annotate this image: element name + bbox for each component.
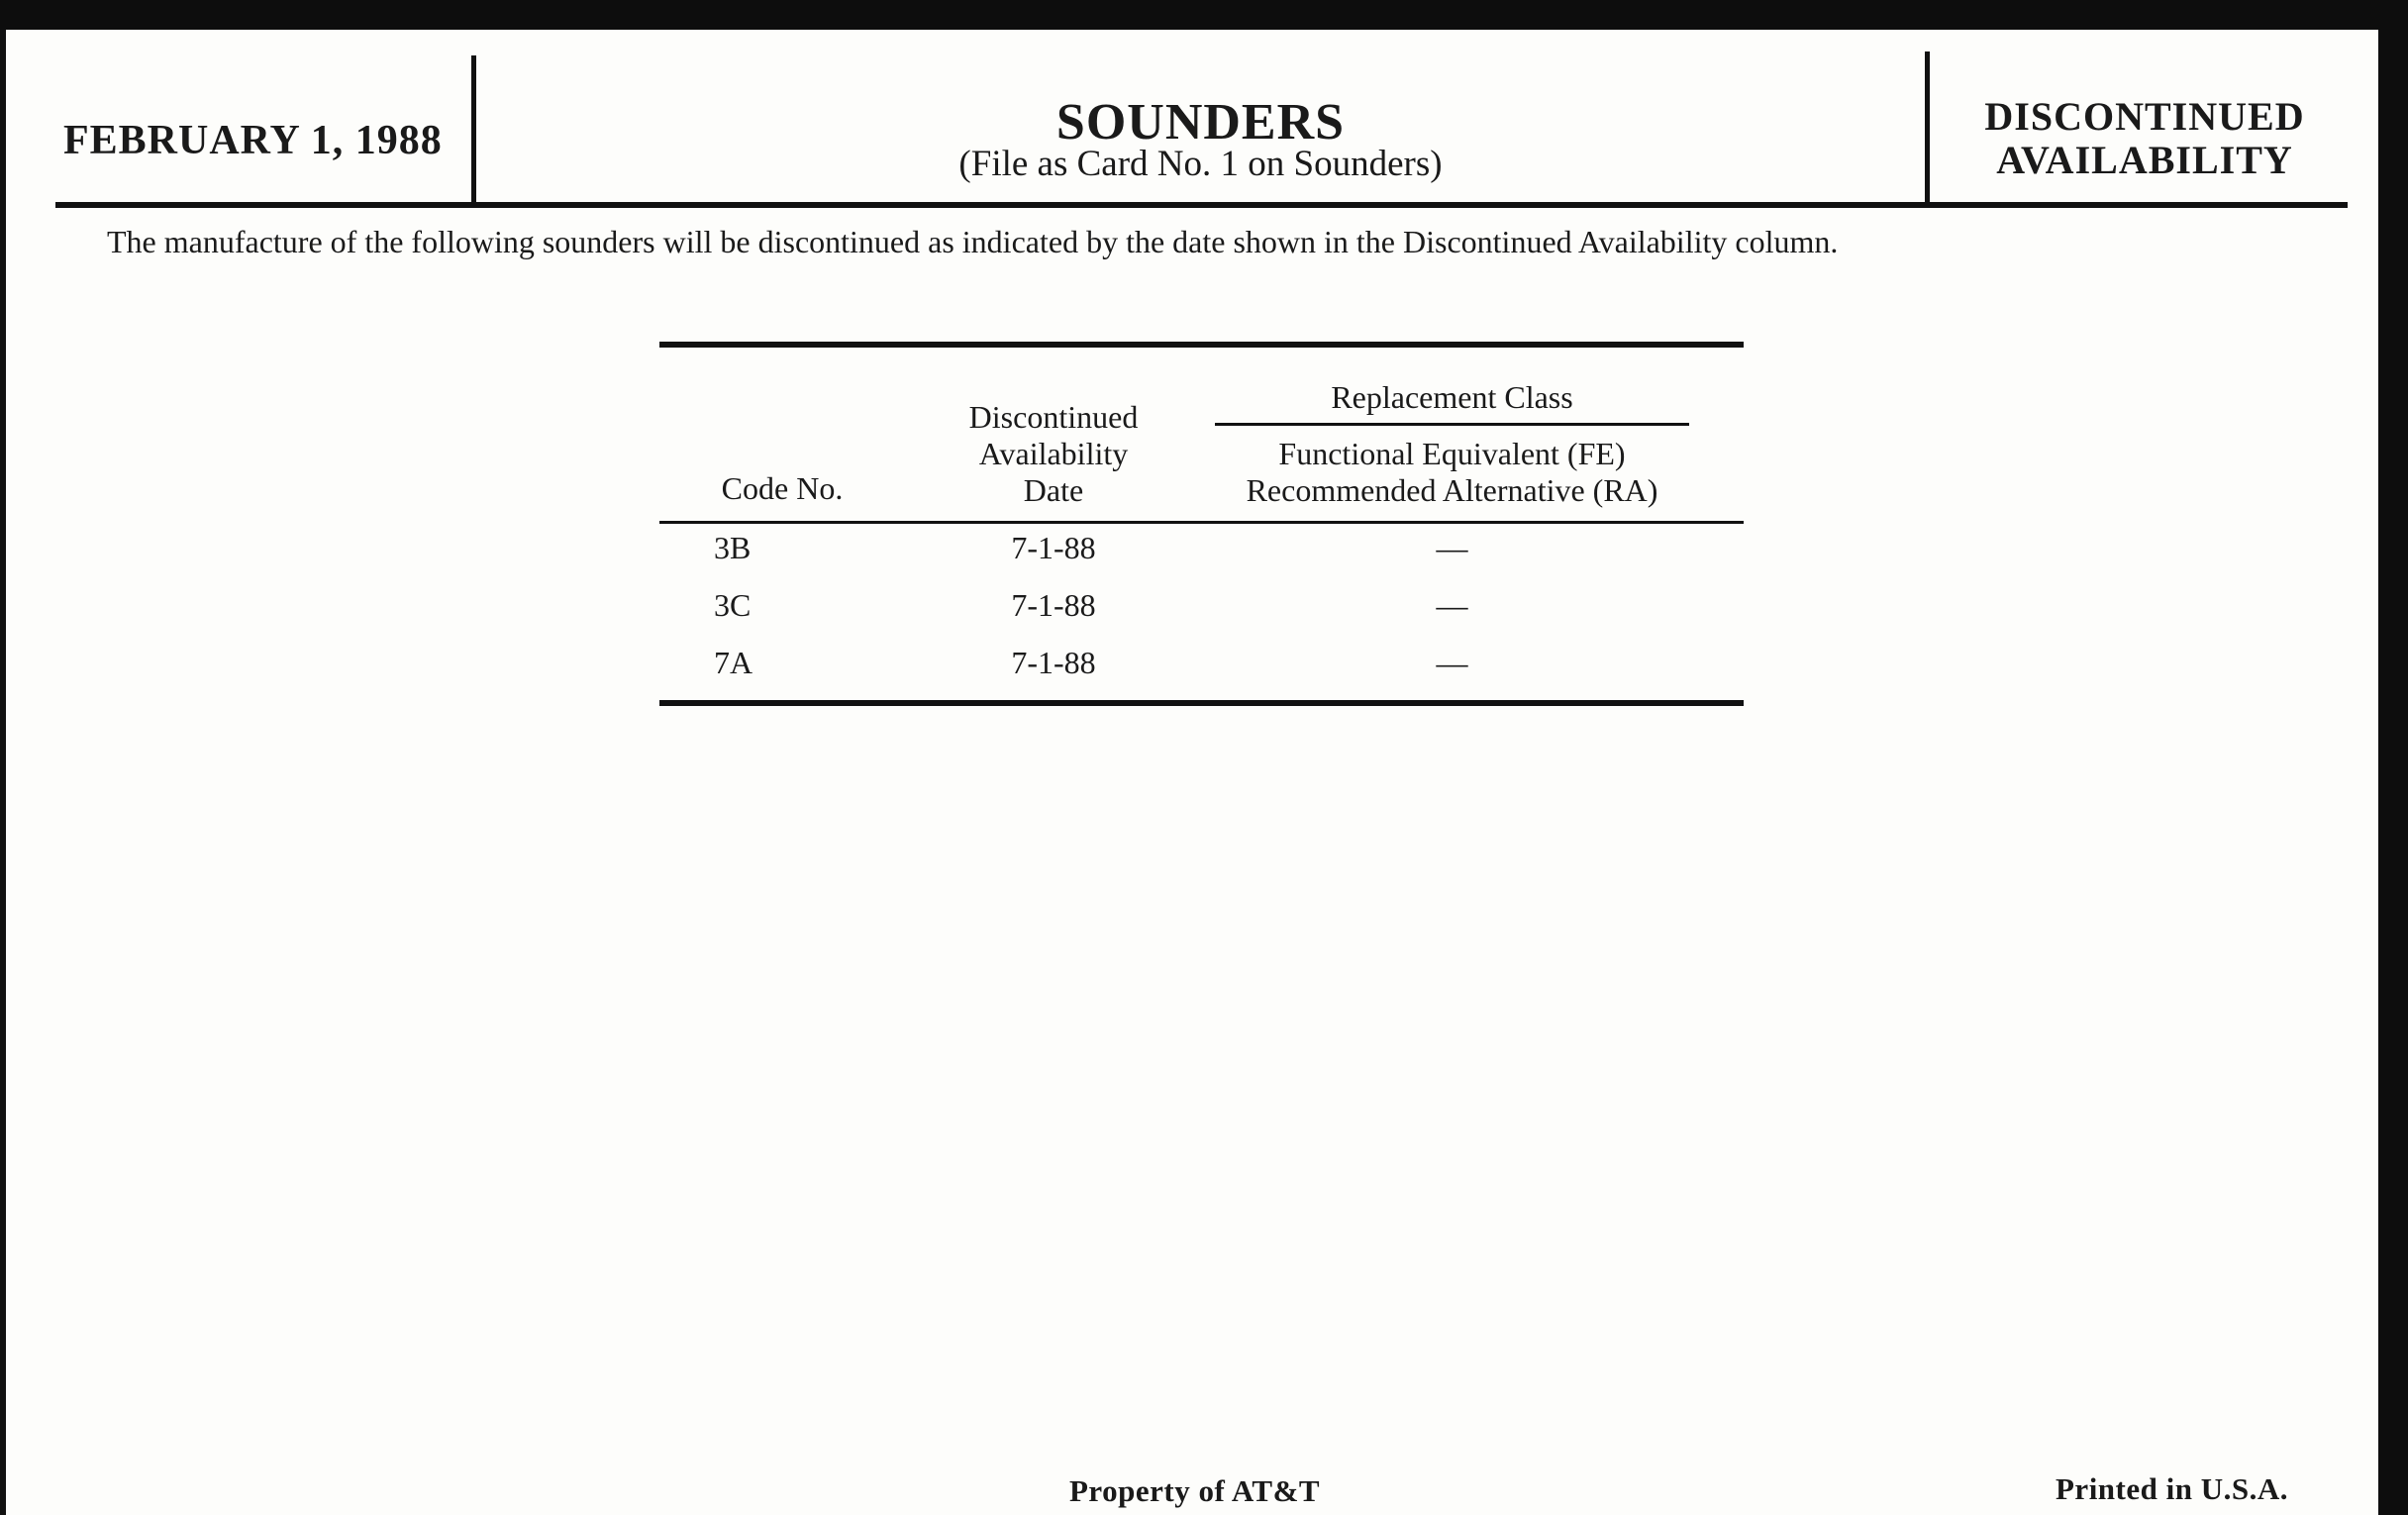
column-header-replacement-line2: Recommended Alternative (RA) — [1246, 472, 1658, 508]
header-status — [1937, 95, 2353, 182]
cell-code: 7A — [714, 645, 753, 680]
column-header-date — [905, 399, 1202, 509]
cell-date: 7-1-88 — [1011, 530, 1096, 565]
column-group-header-replacement: Replacement Class — [1331, 379, 1573, 415]
header-status-line1: DISCONTINUED — [1984, 94, 2305, 139]
column-header-code: Code No. — [721, 470, 844, 506]
header-date: FEBRUARY 1, 1988 — [63, 118, 443, 163]
scan-border-top — [0, 0, 2408, 30]
header-status-line2: AVAILABILITY — [1996, 138, 2293, 182]
column-header-replacement — [1215, 436, 1689, 509]
cell-date: 7-1-88 — [1011, 645, 1096, 680]
footer-printed: Printed in U.S.A. — [2056, 1471, 2288, 1506]
table-rule-header — [659, 521, 1744, 524]
page-subtitle: (File as Card No. 1 on Sounders) — [958, 144, 1443, 184]
header-divider-right — [1925, 51, 1930, 204]
cell-code: 3C — [714, 587, 752, 623]
cell-replacement: — — [1436, 530, 1468, 565]
scan-border-right — [2378, 0, 2408, 1515]
cell-date: 7-1-88 — [1011, 587, 1096, 623]
header-rule — [55, 202, 2348, 208]
column-header-date-line1: Discontinued — [968, 399, 1139, 435]
cell-replacement: — — [1436, 587, 1468, 623]
column-header-date-line2: Availability — [978, 436, 1129, 471]
cell-replacement: — — [1436, 645, 1468, 680]
column-header-date-line3: Date — [1023, 472, 1084, 508]
intro-paragraph: The manufacture of the following sounders will be discontinued as indicated by the date shown in the Discontinued Availability column. — [107, 224, 1839, 259]
footer-property: Property of AT&T — [1069, 1473, 1321, 1508]
table-rule-top — [659, 342, 1744, 348]
page-title: SOUNDERS — [1055, 94, 1346, 151]
column-header-replacement-line1: Functional Equivalent (FE) — [1278, 436, 1626, 471]
column-group-rule — [1215, 423, 1689, 426]
sounders-table — [659, 342, 1744, 718]
table-rule-bottom — [659, 700, 1744, 706]
document-card — [6, 30, 2378, 1515]
cell-code: 3B — [714, 530, 752, 565]
